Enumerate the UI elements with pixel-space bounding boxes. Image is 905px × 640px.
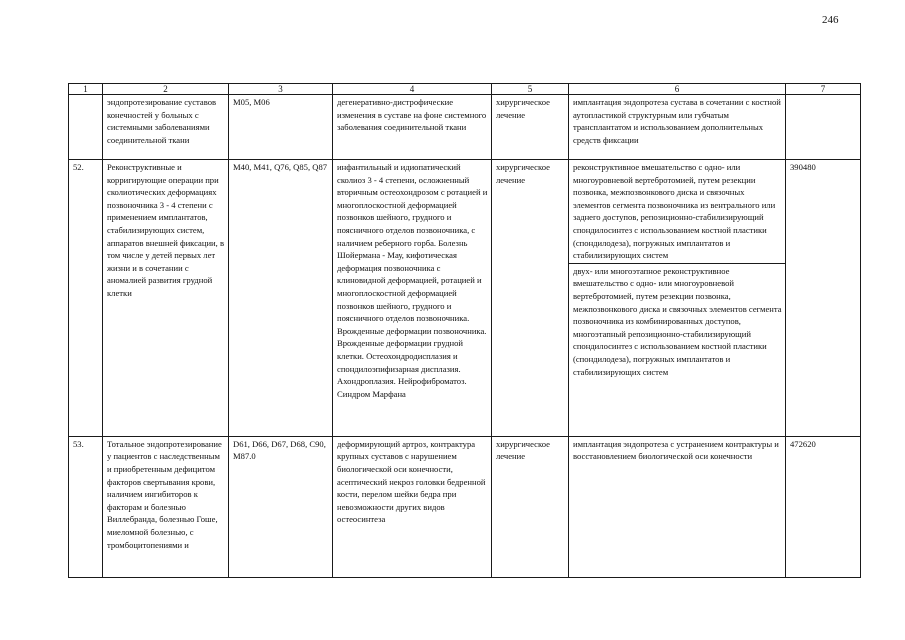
header-col-4: 4	[333, 84, 492, 95]
header-col-6: 6	[569, 84, 786, 95]
intervention-name: Реконструктивные и корригирующие операции при сколиотических деформациях позвоночника 3 - 4 степени с применением имплантатов, стабилизирующих систем, аппаратов внешней фиксации, в том числе у детей первых лет жизни и в сочетании с аномалией развития грудной клетки	[103, 160, 229, 437]
patient-model: инфантильный и идиопатический сколиоз 3 - 4 степени, осложненный вторичным остеохондрозом с ротацией и многоплоскостной деформацией позвонков шейного, грудного и поясничного отделов позвоночника, с наличием реберного горба. Болезнь Шойермана - Мау, кифотическая деформация позвоночника с клиновидной деформацией, ротацией и многоплоскостной деформацией позвонков шейного, грудного и поясничного отделов позвоночника. Врожденные деформации позвоночника. Врожденные деформации грудной клетки. Остеохондродисплазия и спондилоэпифизарная дисплазия. Ахондроплазия. Нейрофиброматоз. Синдром Марфана	[333, 160, 492, 437]
header-col-3: 3	[229, 84, 333, 95]
intervention-name: Тотальное эндопротезирование у пациентов с наследственным и приобретенным дефицитом факторов свертывания крови, наличием ингибиторов к факторам и болезнью Виллебранда, болезнью Гоше, миеломной болезнью, с тромбоцитопениями и	[103, 436, 229, 577]
table-row	[69, 436, 861, 577]
row-number	[69, 95, 103, 160]
header-row	[69, 84, 861, 95]
page-number: 246	[822, 14, 839, 26]
treatment-method: двух- или многоэтапное реконструктивное вмешательство с одно- или многоуровневой вертебротомией, путем резекции позвонка, межпозвонкового диска и связочных элементов сегмента позвоночника из комбинированных доступов, многоэтапный репозиционно-стабилизирующий спондилосинтез с использованием костной пластики (спондилодеза), погружных имплантатов и стабилизирующих систем	[569, 263, 786, 436]
header-col-2: 2	[103, 84, 229, 95]
treatment-method: имплантация эндопротеза сустава в сочетании с костной аутопластикой структурным или губчатым трансплантатом и использованием дополнительных средств фиксации	[569, 95, 786, 160]
table-row	[69, 95, 861, 160]
medical-care-table	[68, 83, 861, 578]
treatment-method: реконструктивное вмешательство с одно- или многоуровневой вертебротомией, путем резекции позвонка, межпозвонкового диска и связочных элементов сегмента позвоночника из вентрального или заднего доступов, репозиционно-стабилизирующий спондилосинтез с использованием костной пластики (спондилодеза), погружных имплантатов и стабилизирующих систем	[569, 160, 786, 264]
treatment-type: хирургическое лечение	[492, 160, 569, 437]
intervention-name: эндопротезирование суставов конечностей у больных с системными заболеваниями соединительной ткани	[103, 95, 229, 160]
normative-cost: 472620	[786, 436, 861, 577]
treatment-method: имплантация эндопротеза с устранением контрактуры и восстановлением биологической оси конечности	[569, 436, 786, 577]
patient-model: дегенеративно-дистрофические изменения в суставе на фоне системного заболевания соединительной ткани	[333, 95, 492, 160]
icd-codes: M05, M06	[229, 95, 333, 160]
patient-model: деформирующий артроз, контрактура крупных суставов с нарушением биологической оси конечности, асептический некроз головки бедренной кости, перелом шейки бедра при невозможности других видов остеосинтеза	[333, 436, 492, 577]
normative-cost: 390480	[786, 160, 861, 437]
table-row	[69, 160, 861, 264]
icd-codes: M40, M41, Q76, Q85, Q87	[229, 160, 333, 437]
row-number: 52.	[69, 160, 103, 437]
treatment-type: хирургическое лечение	[492, 436, 569, 577]
header-col-7: 7	[786, 84, 861, 95]
header-col-1: 1	[69, 84, 103, 95]
row-number: 53.	[69, 436, 103, 577]
normative-cost	[786, 95, 861, 160]
header-col-5: 5	[492, 84, 569, 95]
icd-codes: D61, D66, D67, D68, C90, M87.0	[229, 436, 333, 577]
treatment-type: хирургическое лечение	[492, 95, 569, 160]
